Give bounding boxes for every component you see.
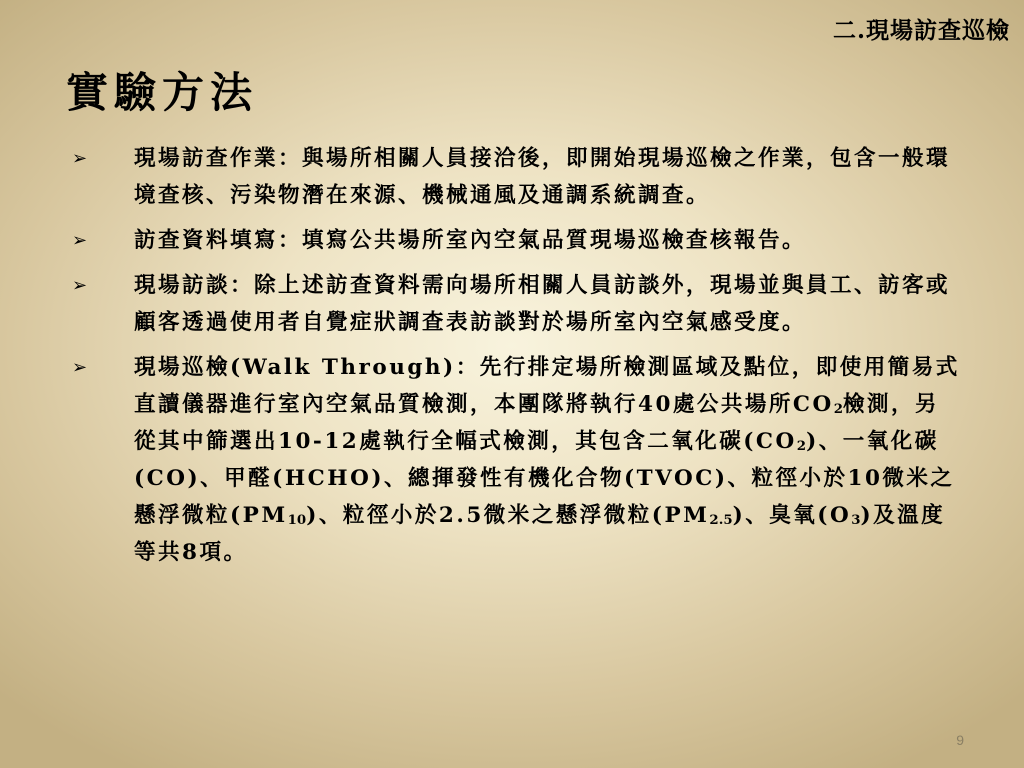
- section-header: 二.現場訪查巡檢: [832, 17, 1010, 44]
- subscript: 3: [851, 511, 861, 528]
- subscript: 10: [287, 511, 307, 528]
- bullet-text: 現場訪談：除上述訪查資料需向場所相關人員訪談外，現場並與員工、訪客或顧客透過使用者自覺症狀調查表訪談對於場所室內空氣感受度。: [134, 273, 951, 335]
- page-number: 9: [956, 732, 964, 748]
- text-segment: 檢測，另從其中篩選出10-12處執行全幅式檢測，其包含二氧化碳(CO: [134, 392, 940, 454]
- text-segment: )、一氧化碳(CO)、甲醛(HCHO)、總揮發性有機化合物(TVOC)、粒徑小於10微米之懸浮微粒(PM: [134, 429, 955, 528]
- slide-title: 實驗方法: [66, 68, 259, 117]
- text-segment: )及溫度等共8項。: [134, 503, 946, 565]
- text-segment: )、臭氧(O: [732, 503, 852, 528]
- arrow-bullet-icon: ➢: [72, 230, 90, 251]
- subscript: 2: [833, 400, 844, 417]
- text-segment: 現場巡檢(Walk Through)：先行排定場所檢測區域及點位，即使用簡易式直讀儀器進行室內空氣品質檢測，本團隊將執行40處公共場所CO: [134, 355, 960, 417]
- arrow-bullet-icon: ➢: [72, 148, 90, 169]
- bullet-item: [72, 222, 962, 259]
- subscript: 2.5: [709, 511, 733, 528]
- text-segment: )、粒徑小於2.5微米之懸浮微粒(PM: [306, 503, 710, 528]
- arrow-bullet-icon: ➢: [72, 357, 90, 378]
- subscript: 2: [796, 437, 807, 454]
- bullet-item: [72, 140, 962, 214]
- bullet-list: [72, 140, 962, 579]
- bullet-text: 現場訪查作業：與場所相關人員接洽後，即開始現場巡檢之作業，包含一般環境查核、污染物潛在來源、機械通風及通調系統調查。: [134, 146, 951, 208]
- bullet-text: [134, 349, 962, 571]
- arrow-bullet-icon: ➢: [72, 275, 90, 296]
- bullet-item: [72, 349, 962, 571]
- bullet-item: [72, 267, 962, 341]
- bullet-text: 訪查資料填寫：填寫公共場所室內空氣品質現場巡檢查核報告。: [134, 228, 807, 253]
